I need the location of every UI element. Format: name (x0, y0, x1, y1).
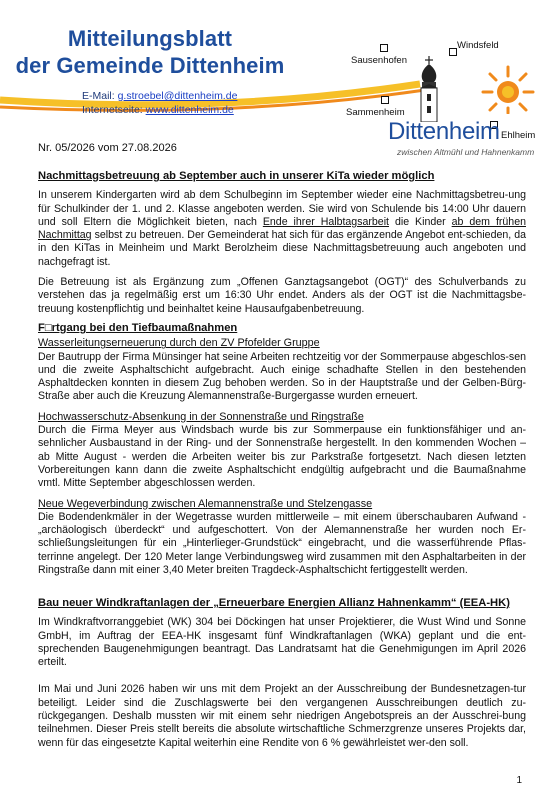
kita-p1-underline-1: Ende ihrer Halbtagsarbeit (262, 215, 389, 228)
email-link[interactable]: g.stroebel@dittenheim.de (117, 90, 238, 102)
windkraft-paragraph-1: Im Windkraftvorranggebiet (WK) 304 bei Döckingen hat unser Projektierer, die Wust Wind und Sonne GmbH, im Auftrag der EEA-HK insgesamt fünf Windkraftanlagen (WKA) geplant und die ent-sprechenden Baugenehmigungen beantragt. Das Landratsamt hat die Genehmigungen im April 2026 erteilt. (38, 616, 526, 669)
heading-kita: Nachmittagsbetreuung ab September auch in unserer KiTa wieder möglich (38, 170, 435, 182)
web-label: Internetseite: (82, 104, 143, 116)
municipality-title: der Gemeinde Dittenheim (15, 53, 285, 78)
village-label-ehlheim: Ehlheim (501, 130, 536, 141)
logo-wordmark: Dittenheim (388, 118, 500, 145)
email-label: E-Mail: (82, 90, 115, 102)
village-label-sammenheim: Sammenheim (346, 107, 405, 118)
kita-paragraph-2: Die Betreuung ist als Ergänzung zum „Offenen Ganztagsangebot (OGT)“ des Schulverbands zu verstehen das ja regelmäßig erst um 16:30 Uhr endet. Anders als der OGT ist die Nachmittagsbe-treuung kostenpflichtig und beinhaltet keine Hausaufgabenbetreuung. (38, 276, 526, 315)
village-marker-windsfeld (449, 48, 457, 56)
logo-tagline: zwischen Altmühl und Hahnenkamm (397, 147, 535, 157)
sun-icon (478, 64, 538, 114)
newsletter-title: Mitteilungsblatt (67, 26, 233, 51)
kita-p1-underline-2: ab dem frühen Nachmittag (38, 215, 526, 242)
website-link[interactable]: www.dittenheim.de (145, 104, 234, 116)
heading-tiefbau: F□rtgang bei den Tiefbaumaßnahmen (38, 322, 238, 334)
kita-p1-text-b: die Kinder (389, 215, 452, 228)
article-tiefbau (38, 322, 526, 577)
kita-p1-text-a: In unserem Kindergarten wird ab dem Schulbeginn im September wieder eine Nachmittagsbetreu-ung für Schulkinder der 1. und 2. Klasse angeboten werden. Sie wird von Schulende bis 14:00 Uhr dauern und soll Eltern die Möglichkeit bieten, nach (38, 189, 526, 228)
hochwasserschutz-text: Durch die Firma Meyer aus Windsbach wurde bis zur Sommerpause ein funktionsfähiger und an-sehnlicher Ausbaustand in der Ring- und der Sonnenstraße hergestellt. In den kommenden Wochen – ab Mitte August - werden die Arbeiten weiter bis zur Parkstraße fortgesetzt. Nach diesen letzten Vorbereitungen kann dann die zweite Asphaltschicht endgültig aufgebracht und die Baumaßnahme vmtl. Mitte September abgeschlossen werden. (38, 424, 526, 490)
contact-web-row (82, 104, 234, 117)
subheading-wegeverbindung: Neue Wegeverbindung zwischen Alemannenstraße und Stelzengasse (38, 497, 373, 510)
page-number: 1 (516, 775, 522, 786)
wegeverbindung-text: Die Bodendenkmäler in der Wegetrasse wurden mittlerweile – mit einem überschaubaren Aufwand - „archäologisch überdeckt“ und aufgeschottert. Von der Alemannenstraße her wurden noch Er-schließungsleitungen für ein „Hinterlieger-Grundstück“ eingebracht, und die wasserführende Pflas-terrinne angelegt. Der 120 Meter lange Verbindungsweg wird zusammen mit den Asphaltarbeiten in der Ringstraße dann mit einer 3,40 Meter breiten Tragdeck-Asphaltschicht fertiggestellt werden. (38, 510, 526, 577)
contact-email-row (82, 90, 237, 103)
kita-p1-text-c: selbst zu betreuen. Der Gemeinderat hat sich für das ergänzende Angebot ent-schieden, da in den KiTas in Meinheim und Markt Berolzheim diese Nachmittagsbetreuung auch angeboten und nachgefragt ist. (38, 229, 526, 268)
village-label-windsfeld: Windsfeld (457, 40, 499, 51)
wasserleitung-text: Der Bautrupp der Firma Münsinger hat seine Arbeiten rechtzeitig vor der Sommerpause abgeschlos-sen und die zweite Asphaltschicht aufgebracht. Auch einige schadhafte Stellen in den bestehenden Asphaltdecken konnten in diesem Zug behoben werden. So in der Hauptstraße und der Gelben-Bürg-Straße aber auch die Kreuzung Alemannenstraße-Burgergasse wurden erneuert. (38, 350, 526, 403)
issue-number: Nr. 05/2026 vom 27.08.2026 (38, 142, 177, 154)
kita-paragraph-1 (38, 189, 526, 269)
article-wind (38, 597, 526, 750)
windkraft-paragraph-2: Im Mai und Juni 2026 haben wir uns mit dem Projekt an der Ausschreibung der Bundesnetzagen-tur beteiligt. Leider sind die Zuschlagswerte bei den vergangenen Ausschreibungen deutlich zu-rückgegangen. Deshalb mussten wir mit einem sehr niedrigen Angebotspreis an der Ausschrei-bung teilnehmen. Dieser Preis stellt bereits die absolute wirtschaftliche Schmerzgrenze unseres Projekts dar, wenn für das eingesetzte Kapital weiterhin eine Rendite von 6 % gewährleistet wer-den soll. (38, 683, 526, 749)
subheading-hochwasserschutz: Hochwasserschutz-Absenkung in der Sonnenstraße und Ringstraße (38, 410, 364, 423)
village-marker-sammenheim (381, 96, 389, 104)
village-label-sausenhofen: Sausenhofen (351, 55, 407, 66)
subheading-wasserleitung: Wasserleitungserneuerung durch den ZV Pfofelder Gruppe (38, 337, 320, 350)
heading-windkraft: Bau neuer Windkraftanlagen der „Erneuerbare Energien Allianz Hahnenkamm“ (EEA-HK) (38, 597, 510, 609)
article-kita (38, 170, 526, 316)
village-marker-sausenhofen (380, 44, 388, 52)
church-tower-icon (412, 56, 446, 122)
